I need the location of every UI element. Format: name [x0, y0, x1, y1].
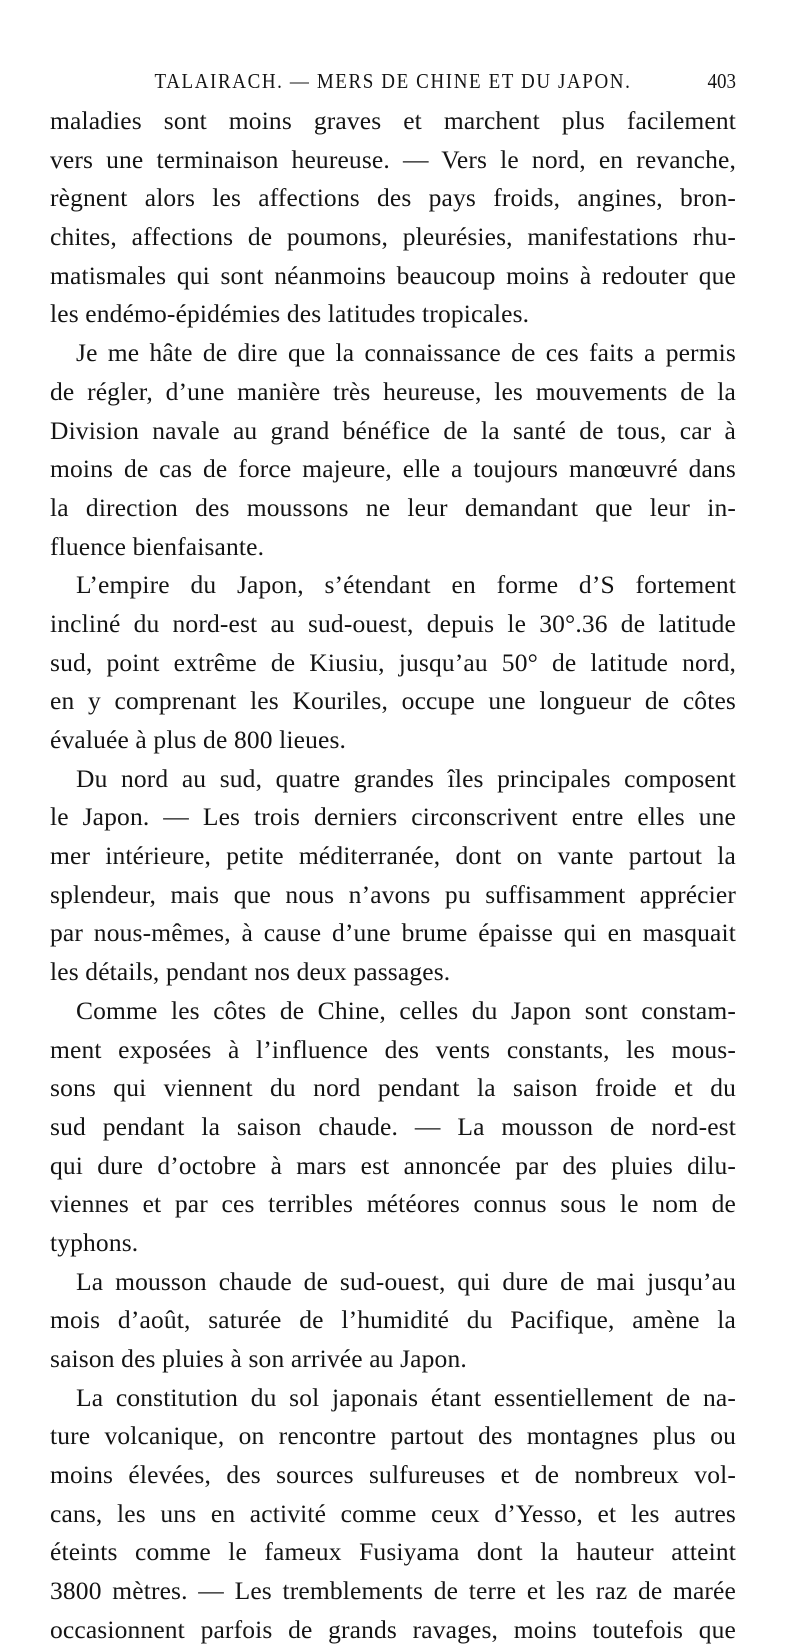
text-line: mer intérieure, petite méditerranée, dont on vante partout la	[50, 841, 736, 871]
text-line: ment exposées à l’influence des vents constants, les mous-	[50, 1034, 736, 1064]
text-line: sud, point extrême de Kiusiu, jusqu’au 50° de latitude nord,	[50, 647, 736, 677]
text-line: chites, affections de poumons, pleurésies, manifestations rhu-	[50, 222, 736, 252]
text-line: les détails, pendant nos deux passages.	[50, 957, 451, 987]
book-page	[50, 62, 736, 1650]
text-line: matismales qui sont néanmoins beaucoup moins à redouter que	[50, 260, 736, 290]
text-line: sud pendant la saison chaude. — La mousson de nord-est	[50, 1111, 736, 1141]
body-text	[50, 102, 736, 1650]
text-line: évaluée à plus de 800 lieues.	[50, 725, 347, 754]
text-line: par nous-mêmes, à cause d’une brume épaisse qui en masquait	[50, 918, 736, 948]
text-line: moins de cas de force majeure, elle a toujours manœuvré dans	[50, 454, 736, 484]
text-line: Du nord au sud, quatre grandes îles principales composent	[76, 763, 736, 793]
text-line: moins élevées, des sources sulfureuses et de nombreux vol-	[50, 1460, 736, 1490]
text-line: Je me hâte de dire que la connaissance de ces faits a permis	[76, 338, 736, 368]
text-line: cans, les uns en activité comme ceux d’Yesso, et les autres	[50, 1498, 736, 1528]
page-number: 403	[707, 70, 736, 94]
text-line: la direction des moussons ne leur demandant que leur in-	[50, 492, 736, 522]
text-line: les endémo-épidémies des latitudes tropicales.	[50, 299, 530, 329]
text-line: qui dure d’octobre à mars est annoncée par des pluies dilu-	[50, 1150, 736, 1180]
text-line: occasionnent parfois de grands ravages, moins toutefois que	[50, 1614, 736, 1644]
text-line: maladies sont moins graves et marchent plus facilement	[50, 106, 736, 135]
text-line: La mousson chaude de sud-ouest, qui dure de mai jusqu’au	[76, 1266, 736, 1296]
text-line: mois d’août, saturée de l’humidité du Pacifique, amène la	[50, 1305, 736, 1335]
text-line: vers une terminaison heureuse. — Vers le nord, en revanche,	[50, 144, 736, 174]
text-line: éteints comme le fameux Fusiyama dont la hauteur atteint	[50, 1537, 736, 1567]
text-line: typhons.	[50, 1227, 139, 1257]
text-line: incliné du nord-est au sud-ouest, depuis le 30°.36 de latitude	[50, 608, 736, 638]
text-line: ture volcanique, on rencontre partout des montagnes plus ou	[50, 1421, 736, 1451]
text-line: fluence bienfaisante.	[50, 531, 265, 561]
text-line: L’empire du Japon, s’étendant en forme d’S fortement	[76, 570, 736, 600]
text-line: de régler, d’une manière très heureuse, les mouvements de la	[50, 376, 736, 406]
text-line: viennes et par ces terribles météores connus sous le nom de	[50, 1189, 736, 1219]
text-line: Comme les côtes de Chine, celles du Japon sont constam-	[76, 995, 736, 1025]
text-line: règnent alors les affections des pays froids, angines, bron-	[50, 183, 736, 213]
text-line: splendeur, mais que nous n’avons pu suffisamment apprécier	[50, 879, 736, 909]
text-line: en y comprenant les Kouriles, occupe une longueur de côtes	[50, 686, 736, 716]
running-title: TALAIRACH. — MERS DE CHINE ET DU JAPON.	[154, 70, 632, 94]
text-line: sons qui viennent du nord pendant la saison froide et du	[50, 1073, 736, 1103]
text-line: 3800 mètres. — Les tremblements de terre et les raz de marée	[50, 1576, 736, 1606]
running-head	[50, 62, 736, 102]
text-line: le Japon. — Les trois derniers circonscrivent entre elles une	[50, 802, 736, 832]
text-line: La constitution du sol japonais étant essentiellement de na-	[76, 1382, 736, 1412]
text-line: saison des pluies à son arrivée au Japon.	[50, 1344, 467, 1373]
text-line: Division navale au grand bénéfice de la santé de tous, car à	[50, 415, 736, 445]
